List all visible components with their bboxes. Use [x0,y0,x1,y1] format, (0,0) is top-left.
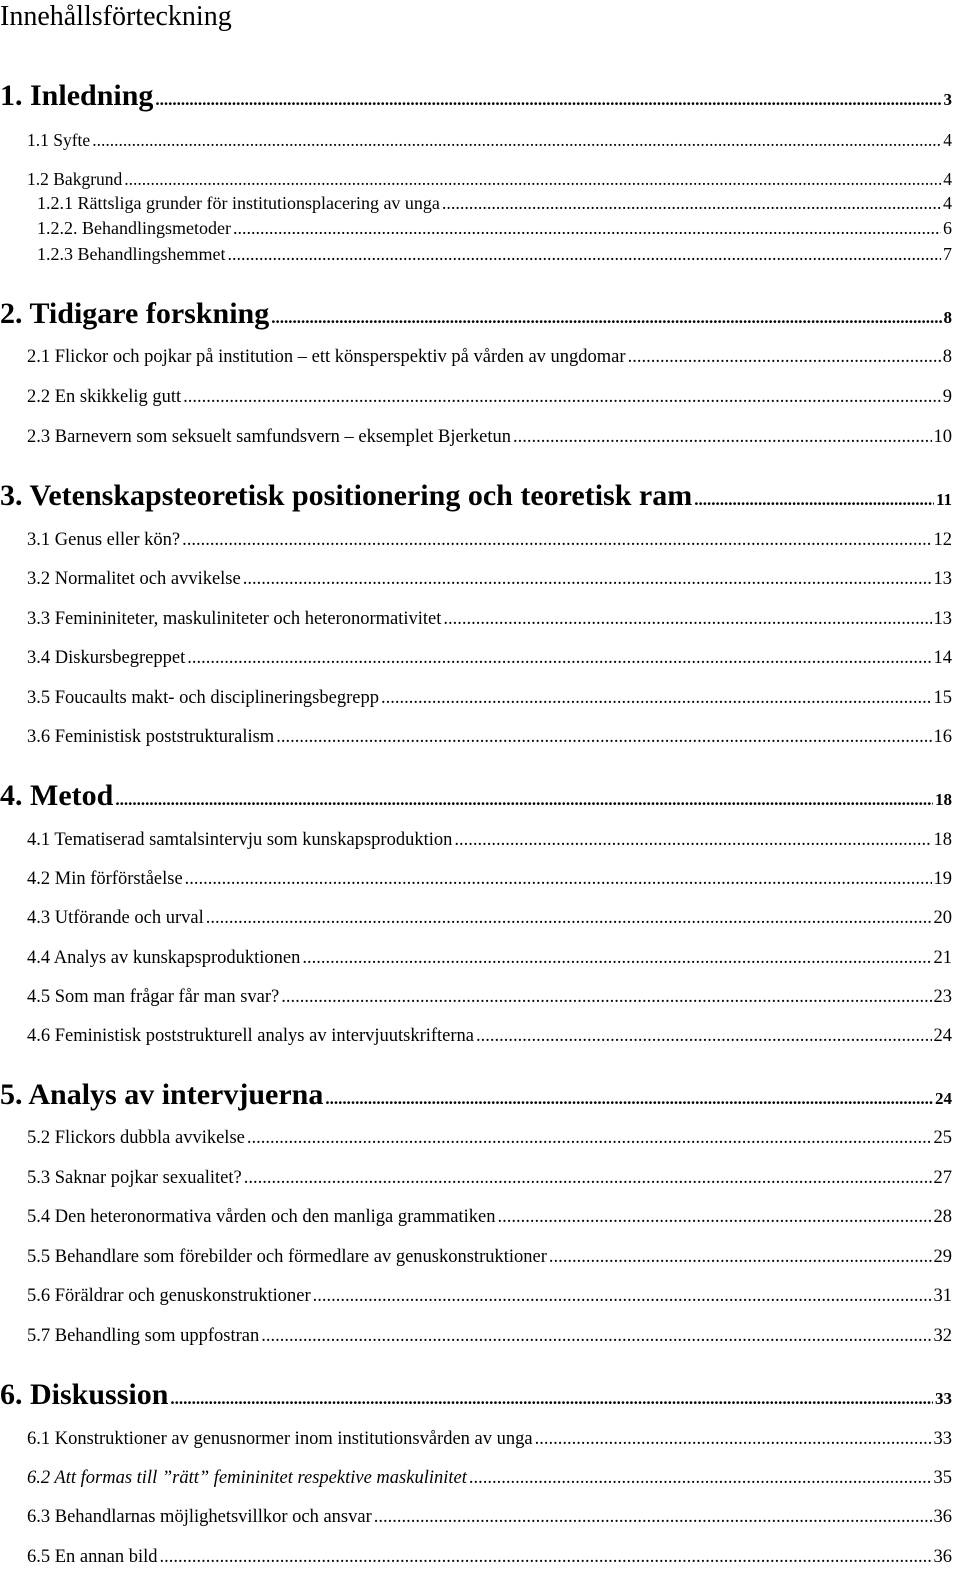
toc-entry-page-number: 4 [943,193,952,213]
dot-leader [261,1324,931,1348]
toc-entry-level-2[interactable] [27,1284,952,1308]
toc-entry-page-number: 19 [933,869,952,889]
toc-entry-label: 4.5 Som man frågar får man svar? [27,987,280,1007]
toc-entry-level-2[interactable] [27,607,952,631]
dot-leader [170,1381,933,1417]
toc-entry-level-2[interactable] [27,1505,952,1529]
toc-entry-label: 5.3 Saknar pojkar sexualitet? [27,1168,242,1188]
toc-entry-level-2[interactable] [27,385,952,409]
dot-leader [206,906,932,930]
toc-entry-page-number: 18 [933,830,952,850]
toc-entry-page-number: 23 [933,987,952,1007]
dot-leader [374,1505,932,1529]
toc-entry-label: 6.3 Behandlarnas möjlighetsvillkor och ansvar [27,1507,372,1527]
dot-leader [694,482,934,518]
dot-leader [443,607,931,631]
toc-entry-level-3[interactable] [37,192,952,215]
toc-entry-level-1[interactable] [0,296,952,332]
toc-entry-level-2[interactable] [27,1545,952,1569]
toc-entry-label: 3.3 Femininiteter, maskuliniteter och heteronormativitet [27,609,442,629]
toc-entry-page-number: 4 [943,169,952,189]
dot-leader [160,1545,932,1569]
dot-leader [233,217,941,240]
toc-entry-label: 5.4 Den heteronormativa vården och den manliga grammatiken [27,1207,496,1227]
dot-leader [155,82,941,118]
dot-leader [247,1126,932,1150]
toc-entry-label: 4. Metod [0,779,114,812]
toc-entry-level-2[interactable] [27,1245,952,1269]
dot-leader [187,646,931,670]
toc-entry-label: 3.1 Genus eller kön? [27,530,181,550]
toc-entry-page-number: 4 [943,130,952,150]
toc-entry-level-1[interactable] [0,78,952,114]
toc-entry-page-number: 9 [942,387,952,407]
toc-entry-page-number: 8 [942,347,952,367]
dot-leader [476,1024,931,1048]
toc-entry-label: 2. Tidigare forskning [0,297,270,330]
toc-entry-level-3[interactable] [37,243,952,266]
toc-title: Innehållsförteckning [0,1,232,32]
toc-entry-label: 3.2 Normalitet och avvikelse [27,569,241,589]
toc-entry-level-1[interactable] [0,778,952,814]
dot-leader [381,686,932,710]
toc-entry-level-2[interactable] [27,946,952,970]
toc-entry-page-number: 7 [943,244,952,264]
toc-entry-page-number: 33 [933,1429,952,1449]
toc-entry-level-2[interactable] [27,828,952,852]
dot-leader [498,1205,932,1229]
toc-entry-level-2[interactable] [27,985,952,1009]
dot-leader [513,425,932,449]
toc-entry-label: 4.4 Analys av kunskapsproduktionen [27,948,301,968]
toc-entry-level-2[interactable] [27,1427,952,1451]
dot-leader [182,528,931,552]
dot-leader [281,985,931,1009]
toc-entry-page-number: 35 [933,1468,952,1488]
toc-entry-page-number: 15 [933,688,952,708]
toc-entry-level-2[interactable] [27,646,952,670]
toc-entry-label: 4.2 Min förförståelse [27,869,183,889]
toc-entry-page-number: 27 [933,1168,952,1188]
toc-entry-label: 5.6 Föräldrar och genuskonstruktioner [27,1286,311,1306]
toc-entry-level-2[interactable] [27,528,952,552]
toc-entry-label: 2.3 Barnevern som seksuelt samfundsvern – eksemplet Bjerketun [27,427,511,447]
toc-entry-label: 1. Inledning [0,79,154,112]
dot-leader [302,946,931,970]
toc-entry-page-number: 14 [933,648,952,668]
toc-entry-level-2[interactable] [27,867,952,891]
toc-entry-label: 1.2.3 Behandlingshemmet [37,244,226,264]
toc-entry-page-number: 36 [933,1507,952,1527]
toc-entry-page-number: 13 [933,609,952,629]
toc-entry-page-number: 25 [933,1128,952,1148]
toc-entry-label: 5.5 Behandlare som förebilder och förmedlare av genuskonstruktioner [27,1247,547,1267]
toc-entry-page-number: 31 [933,1286,952,1306]
toc-entry-label: 1.2.2. Behandlingsmetoder [37,218,231,238]
toc-entry-label: 6.1 Konstruktioner av genusnormer inom institutionsvården av unga [27,1429,533,1449]
toc-entry-label: 3.4 Diskursbegreppet [27,648,186,668]
toc-entry-page-number: 8 [943,308,952,327]
toc-entry-level-2[interactable] [27,567,952,591]
toc-entry-label: 3.6 Feministisk poststrukturalism [27,727,275,747]
dot-leader [183,385,941,409]
toc-entry-page-number: 10 [933,427,952,447]
dot-leader [185,867,932,891]
toc-entry-level-2[interactable] [27,1126,952,1150]
toc-entry-level-2[interactable] [27,1466,952,1490]
toc-entry-label: 6. Diskussion [0,1378,169,1411]
dot-leader [276,725,931,749]
toc-entry-label: 4.1 Tematiserad samtalsintervju som kunskapsproduktion [27,830,453,850]
toc-entry-level-2[interactable] [27,1205,952,1229]
toc-entry-level-2[interactable] [27,345,952,369]
dot-leader [469,1466,932,1490]
toc-entry-level-2[interactable] [27,725,952,749]
toc-entry-page-number: 13 [933,569,952,589]
toc-entry-label: 5. Analys av intervjuerna [0,1078,324,1111]
toc-entry-page-number: 33 [935,1389,952,1408]
toc-entry-level-2[interactable] [27,1166,952,1190]
dot-leader [92,128,941,152]
dot-leader [271,300,941,336]
toc-entry-label: 5.2 Flickors dubbla avvikelse [27,1128,245,1148]
dot-leader [325,1081,933,1117]
toc-entry-label: 1.1 Syfte [27,130,91,150]
toc-entry-level-1[interactable] [0,1077,952,1113]
toc-entry-level-1[interactable] [0,1377,952,1413]
toc-entry-page-number: 3 [943,90,952,109]
toc-entry-level-1[interactable] [0,478,952,514]
toc-entry-page-number: 20 [933,908,952,928]
dot-leader [115,782,933,818]
toc-entry-level-2[interactable] [27,167,952,191]
toc-entry-page-number: 21 [933,948,952,968]
toc-entry-page-number: 32 [933,1326,952,1346]
toc-entry-level-2[interactable] [27,1324,952,1348]
toc-entry-page-number: 29 [933,1247,952,1267]
toc-entry-label: 1.2.1 Rättsliga grunder för institutionsplacering av unga [37,193,440,213]
toc-entry-label: 4.3 Utförande och urval [27,908,204,928]
toc-entry-page-number: 18 [935,790,952,809]
toc-entry-page-number: 6 [943,218,952,238]
toc-entry-page-number: 24 [933,1026,952,1046]
toc-entry-label: 3.5 Foucaults makt- och disciplineringsbegrepp [27,688,379,708]
dot-leader [442,192,941,215]
toc-entry-level-2[interactable] [27,1024,952,1048]
dot-leader [549,1245,932,1269]
toc-entry-level-2[interactable] [27,906,952,930]
toc-entry-label: 6.5 En annan bild [27,1547,158,1567]
toc-entry-page-number: 16 [933,727,952,747]
dot-leader [313,1284,932,1308]
toc-entry-label: 5.7 Behandling som uppfostran [27,1326,260,1346]
toc-entry-level-2[interactable] [27,425,952,449]
dot-leader [628,345,941,369]
toc-entry-level-2[interactable] [27,128,952,152]
toc-entry-page-number: 28 [933,1207,952,1227]
toc-entry-label: 4.6 Feministisk poststrukturell analys av intervjuutskrifterna [27,1026,475,1046]
toc-entry-page-number: 12 [933,530,952,550]
toc-entry-page-number: 36 [933,1547,952,1567]
toc-entry-level-3[interactable] [37,217,952,240]
toc-entry-label: 6.2 Att formas till ”rätt” femininitet respektive maskulinitet [27,1468,467,1488]
dot-leader [454,828,931,852]
dot-leader [535,1427,932,1451]
dot-leader [244,1166,932,1190]
dot-leader [243,567,932,591]
dot-leader [124,167,941,191]
toc-entry-label: 1.2 Bakgrund [27,169,123,189]
toc-entry-page-number: 11 [935,490,952,509]
toc-entry-label: 2.1 Flickor och pojkar på institution – ett könsperspektiv på vården av ungdomar [27,347,626,367]
toc-entry-label: 3. Vetenskapsteoretisk positionering och teoretisk ram [0,479,693,512]
toc-entry-level-2[interactable] [27,686,952,710]
toc-entry-page-number: 24 [935,1089,952,1108]
toc-entry-label: 2.2 En skikkelig gutt [27,387,182,407]
dot-leader [227,243,941,266]
